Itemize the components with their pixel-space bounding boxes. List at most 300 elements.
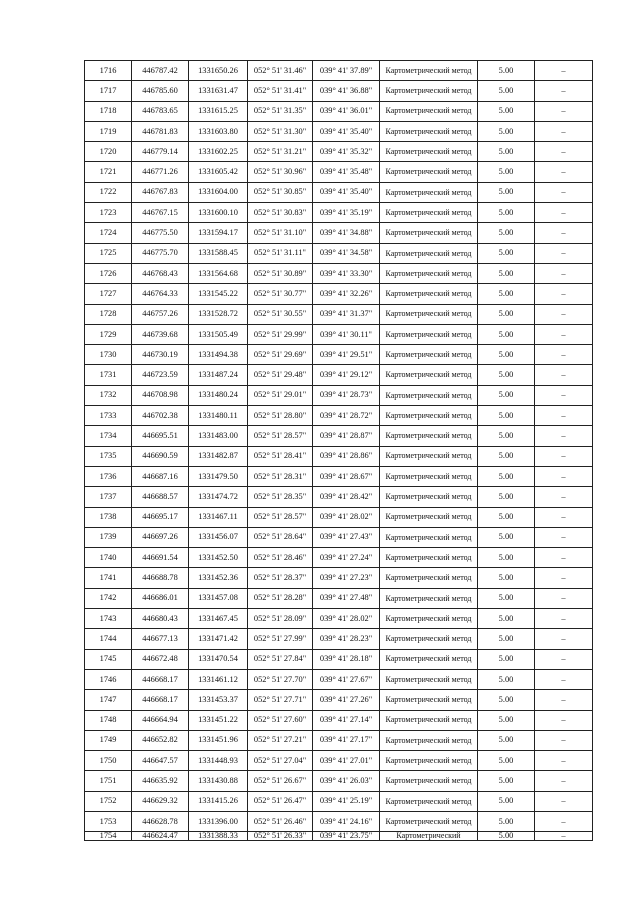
accuracy-cell: 5.00 <box>478 710 535 730</box>
latitude-cell: 052° 51' 26.46" <box>248 811 313 831</box>
table-row <box>85 121 593 141</box>
table-row <box>85 284 593 304</box>
longitude-cell: 039° 41' 26.03" <box>313 771 380 791</box>
point-number-cell: 1725 <box>85 243 132 263</box>
table-row <box>85 345 593 365</box>
latitude-cell: 052° 51' 27.84" <box>248 649 313 669</box>
coord-y-cell: 1331615.25 <box>189 101 248 121</box>
accuracy-cell: 5.00 <box>478 507 535 527</box>
accuracy-cell: 5.00 <box>478 182 535 202</box>
coord-y-cell: 1331388.33 <box>189 832 248 841</box>
longitude-cell: 039° 41' 23.75" <box>313 832 380 841</box>
method-cell: Картометрический метод <box>380 385 478 405</box>
coord-x-cell: 446664.94 <box>132 710 189 730</box>
point-number-cell: 1752 <box>85 791 132 811</box>
latitude-cell: 052° 51' 28.64" <box>248 527 313 547</box>
coord-y-cell: 1331461.12 <box>189 669 248 689</box>
accuracy-cell: 5.00 <box>478 61 535 81</box>
point-number-cell: 1727 <box>85 284 132 304</box>
longitude-cell: 039° 41' 33.30" <box>313 263 380 283</box>
coord-y-cell: 1331467.11 <box>189 507 248 527</box>
accuracy-cell: 5.00 <box>478 203 535 223</box>
longitude-cell: 039° 41' 27.14" <box>313 710 380 730</box>
coord-y-cell: 1331604.00 <box>189 182 248 202</box>
coord-y-cell: 1331456.07 <box>189 527 248 547</box>
table-row <box>85 162 593 182</box>
point-number-cell: 1751 <box>85 771 132 791</box>
latitude-cell: 052° 51' 28.28" <box>248 588 313 608</box>
note-cell: – <box>535 466 593 486</box>
coord-y-cell: 1331479.50 <box>189 466 248 486</box>
accuracy-cell: 5.00 <box>478 406 535 426</box>
method-cell: Картометрический <box>380 832 478 841</box>
coord-x-cell: 446771.26 <box>132 162 189 182</box>
latitude-cell: 052° 51' 28.31" <box>248 466 313 486</box>
longitude-cell: 039° 41' 27.01" <box>313 751 380 771</box>
method-cell: Картометрический метод <box>380 609 478 629</box>
longitude-cell: 039° 41' 28.87" <box>313 426 380 446</box>
coord-y-cell: 1331453.37 <box>189 690 248 710</box>
coord-x-cell: 446783.65 <box>132 101 189 121</box>
note-cell: – <box>535 284 593 304</box>
table-row <box>85 304 593 324</box>
accuracy-cell: 5.00 <box>478 649 535 669</box>
table-row <box>85 588 593 608</box>
longitude-cell: 039° 41' 24.16" <box>313 811 380 831</box>
table-row <box>85 811 593 831</box>
table-row <box>85 832 593 841</box>
coord-y-cell: 1331451.22 <box>189 710 248 730</box>
note-cell: – <box>535 304 593 324</box>
method-cell: Картометрический метод <box>380 690 478 710</box>
longitude-cell: 039° 41' 35.40" <box>313 182 380 202</box>
coord-x-cell: 446767.83 <box>132 182 189 202</box>
point-number-cell: 1736 <box>85 466 132 486</box>
method-cell: Картометрический метод <box>380 751 478 771</box>
note-cell: – <box>535 791 593 811</box>
method-cell: Картометрический метод <box>380 568 478 588</box>
point-number-cell: 1719 <box>85 121 132 141</box>
method-cell: Картометрический метод <box>380 263 478 283</box>
table-row <box>85 142 593 162</box>
latitude-cell: 052° 51' 31.21" <box>248 142 313 162</box>
note-cell: – <box>535 203 593 223</box>
point-number-cell: 1723 <box>85 203 132 223</box>
method-cell: Картометрический метод <box>380 81 478 101</box>
point-number-cell: 1734 <box>85 426 132 446</box>
accuracy-cell: 5.00 <box>478 223 535 243</box>
method-cell: Картометрический метод <box>380 629 478 649</box>
accuracy-cell: 5.00 <box>478 487 535 507</box>
accuracy-cell: 5.00 <box>478 609 535 629</box>
longitude-cell: 039° 41' 28.42" <box>313 487 380 507</box>
table-row <box>85 365 593 385</box>
longitude-cell: 039° 41' 28.02" <box>313 609 380 629</box>
table-row <box>85 203 593 223</box>
method-cell: Картометрический метод <box>380 121 478 141</box>
latitude-cell: 052° 51' 28.09" <box>248 609 313 629</box>
note-cell: – <box>535 406 593 426</box>
latitude-cell: 052° 51' 27.99" <box>248 629 313 649</box>
method-cell: Картометрический метод <box>380 487 478 507</box>
longitude-cell: 039° 41' 28.18" <box>313 649 380 669</box>
coord-y-cell: 1331487.24 <box>189 365 248 385</box>
coord-x-cell: 446652.82 <box>132 730 189 750</box>
accuracy-cell: 5.00 <box>478 263 535 283</box>
point-number-cell: 1750 <box>85 751 132 771</box>
table-row <box>85 426 593 446</box>
coord-x-cell: 446690.59 <box>132 446 189 466</box>
note-cell: – <box>535 81 593 101</box>
method-cell: Картометрический метод <box>380 243 478 263</box>
coord-y-cell: 1331452.36 <box>189 568 248 588</box>
coord-x-cell: 446768.43 <box>132 263 189 283</box>
coord-x-cell: 446680.43 <box>132 609 189 629</box>
method-cell: Картометрический метод <box>380 345 478 365</box>
latitude-cell: 052° 51' 28.57" <box>248 426 313 446</box>
coord-y-cell: 1331505.49 <box>189 324 248 344</box>
accuracy-cell: 5.00 <box>478 791 535 811</box>
coord-y-cell: 1331588.45 <box>189 243 248 263</box>
latitude-cell: 052° 51' 30.83" <box>248 203 313 223</box>
point-number-cell: 1721 <box>85 162 132 182</box>
table-row <box>85 527 593 547</box>
note-cell: – <box>535 649 593 669</box>
note-cell: – <box>535 121 593 141</box>
note-cell: – <box>535 487 593 507</box>
coord-x-cell: 446739.68 <box>132 324 189 344</box>
note-cell: – <box>535 243 593 263</box>
accuracy-cell: 5.00 <box>478 669 535 689</box>
coord-y-cell: 1331482.87 <box>189 446 248 466</box>
point-number-cell: 1729 <box>85 324 132 344</box>
note-cell: – <box>535 162 593 182</box>
point-number-cell: 1735 <box>85 446 132 466</box>
note-cell: – <box>535 832 593 841</box>
table-row <box>85 751 593 771</box>
latitude-cell: 052° 51' 28.57" <box>248 507 313 527</box>
coord-y-cell: 1331430.88 <box>189 771 248 791</box>
latitude-cell: 052° 51' 29.01" <box>248 385 313 405</box>
latitude-cell: 052° 51' 28.35" <box>248 487 313 507</box>
longitude-cell: 039° 41' 35.48" <box>313 162 380 182</box>
accuracy-cell: 5.00 <box>478 832 535 841</box>
longitude-cell: 039° 41' 34.58" <box>313 243 380 263</box>
point-number-cell: 1745 <box>85 649 132 669</box>
coordinates-table <box>84 60 593 841</box>
latitude-cell: 052° 51' 30.89" <box>248 263 313 283</box>
coord-y-cell: 1331650.26 <box>189 61 248 81</box>
table-row <box>85 223 593 243</box>
method-cell: Картометрический метод <box>380 527 478 547</box>
coord-y-cell: 1331480.24 <box>189 385 248 405</box>
accuracy-cell: 5.00 <box>478 345 535 365</box>
table-row <box>85 101 593 121</box>
note-cell: – <box>535 426 593 446</box>
latitude-cell: 052° 51' 27.60" <box>248 710 313 730</box>
latitude-cell: 052° 51' 30.85" <box>248 182 313 202</box>
coord-y-cell: 1331451.96 <box>189 730 248 750</box>
note-cell: – <box>535 101 593 121</box>
table-row <box>85 81 593 101</box>
latitude-cell: 052° 51' 28.41" <box>248 446 313 466</box>
latitude-cell: 052° 51' 31.46" <box>248 61 313 81</box>
coord-x-cell: 446686.01 <box>132 588 189 608</box>
accuracy-cell: 5.00 <box>478 446 535 466</box>
accuracy-cell: 5.00 <box>478 142 535 162</box>
note-cell: – <box>535 771 593 791</box>
coord-x-cell: 446672.48 <box>132 649 189 669</box>
latitude-cell: 052° 51' 28.46" <box>248 548 313 568</box>
coord-x-cell: 446695.51 <box>132 426 189 446</box>
table-row <box>85 609 593 629</box>
table-row <box>85 324 593 344</box>
longitude-cell: 039° 41' 34.88" <box>313 223 380 243</box>
longitude-cell: 039° 41' 32.26" <box>313 284 380 304</box>
longitude-cell: 039° 41' 28.72" <box>313 406 380 426</box>
coord-x-cell: 446708.98 <box>132 385 189 405</box>
method-cell: Картометрический метод <box>380 507 478 527</box>
accuracy-cell: 5.00 <box>478 568 535 588</box>
table-row <box>85 487 593 507</box>
coord-y-cell: 1331545.22 <box>189 284 248 304</box>
longitude-cell: 039° 41' 27.67" <box>313 669 380 689</box>
note-cell: – <box>535 182 593 202</box>
latitude-cell: 052° 51' 26.33" <box>248 832 313 841</box>
table-row <box>85 730 593 750</box>
coord-x-cell: 446775.70 <box>132 243 189 263</box>
coord-x-cell: 446767.15 <box>132 203 189 223</box>
latitude-cell: 052° 51' 31.10" <box>248 223 313 243</box>
method-cell: Картометрический метод <box>380 162 478 182</box>
coord-x-cell: 446781.83 <box>132 121 189 141</box>
coord-x-cell: 446695.17 <box>132 507 189 527</box>
method-cell: Картометрический метод <box>380 182 478 202</box>
point-number-cell: 1730 <box>85 345 132 365</box>
coord-y-cell: 1331448.93 <box>189 751 248 771</box>
coord-y-cell: 1331600.10 <box>189 203 248 223</box>
method-cell: Картометрический метод <box>380 203 478 223</box>
coordinates-table-body <box>85 61 593 841</box>
longitude-cell: 039° 41' 28.86" <box>313 446 380 466</box>
note-cell: – <box>535 730 593 750</box>
longitude-cell: 039° 41' 35.32" <box>313 142 380 162</box>
note-cell: – <box>535 690 593 710</box>
note-cell: – <box>535 142 593 162</box>
point-number-cell: 1748 <box>85 710 132 730</box>
point-number-cell: 1754 <box>85 832 132 841</box>
point-number-cell: 1747 <box>85 690 132 710</box>
coord-x-cell: 446702.38 <box>132 406 189 426</box>
longitude-cell: 039° 41' 27.43" <box>313 527 380 547</box>
point-number-cell: 1726 <box>85 263 132 283</box>
accuracy-cell: 5.00 <box>478 121 535 141</box>
coord-y-cell: 1331564.68 <box>189 263 248 283</box>
coord-x-cell: 446628.78 <box>132 811 189 831</box>
latitude-cell: 052° 51' 31.11" <box>248 243 313 263</box>
note-cell: – <box>535 588 593 608</box>
point-number-cell: 1731 <box>85 365 132 385</box>
accuracy-cell: 5.00 <box>478 243 535 263</box>
latitude-cell: 052° 51' 30.55" <box>248 304 313 324</box>
longitude-cell: 039° 41' 27.48" <box>313 588 380 608</box>
coord-y-cell: 1331470.54 <box>189 649 248 669</box>
note-cell: – <box>535 669 593 689</box>
method-cell: Картометрический метод <box>380 304 478 324</box>
method-cell: Картометрический метод <box>380 811 478 831</box>
note-cell: – <box>535 61 593 81</box>
note-cell: – <box>535 263 593 283</box>
coord-x-cell: 446723.59 <box>132 365 189 385</box>
coord-x-cell: 446764.33 <box>132 284 189 304</box>
latitude-cell: 052° 51' 28.80" <box>248 406 313 426</box>
accuracy-cell: 5.00 <box>478 324 535 344</box>
longitude-cell: 039° 41' 27.26" <box>313 690 380 710</box>
note-cell: – <box>535 223 593 243</box>
note-cell: – <box>535 345 593 365</box>
table-row <box>85 61 593 81</box>
note-cell: – <box>535 446 593 466</box>
coord-y-cell: 1331415.26 <box>189 791 248 811</box>
coord-y-cell: 1331474.72 <box>189 487 248 507</box>
latitude-cell: 052° 51' 29.48" <box>248 365 313 385</box>
longitude-cell: 039° 41' 37.89" <box>313 61 380 81</box>
longitude-cell: 039° 41' 31.37" <box>313 304 380 324</box>
point-number-cell: 1732 <box>85 385 132 405</box>
point-number-cell: 1733 <box>85 406 132 426</box>
method-cell: Картометрический метод <box>380 548 478 568</box>
note-cell: – <box>535 324 593 344</box>
point-number-cell: 1746 <box>85 669 132 689</box>
note-cell: – <box>535 609 593 629</box>
coord-x-cell: 446629.32 <box>132 791 189 811</box>
accuracy-cell: 5.00 <box>478 162 535 182</box>
longitude-cell: 039° 41' 35.40" <box>313 121 380 141</box>
table-row <box>85 446 593 466</box>
longitude-cell: 039° 41' 27.23" <box>313 568 380 588</box>
method-cell: Картометрический метод <box>380 61 478 81</box>
method-cell: Картометрический метод <box>380 669 478 689</box>
table-row <box>85 771 593 791</box>
table-row <box>85 385 593 405</box>
longitude-cell: 039° 41' 28.73" <box>313 385 380 405</box>
point-number-cell: 1738 <box>85 507 132 527</box>
accuracy-cell: 5.00 <box>478 365 535 385</box>
coord-x-cell: 446697.26 <box>132 527 189 547</box>
table-row <box>85 263 593 283</box>
method-cell: Картометрический метод <box>380 730 478 750</box>
accuracy-cell: 5.00 <box>478 730 535 750</box>
point-number-cell: 1749 <box>85 730 132 750</box>
latitude-cell: 052° 51' 27.04" <box>248 751 313 771</box>
point-number-cell: 1720 <box>85 142 132 162</box>
table-row <box>85 406 593 426</box>
coord-x-cell: 446677.13 <box>132 629 189 649</box>
note-cell: – <box>535 751 593 771</box>
accuracy-cell: 5.00 <box>478 101 535 121</box>
coord-y-cell: 1331483.00 <box>189 426 248 446</box>
latitude-cell: 052° 51' 26.47" <box>248 791 313 811</box>
latitude-cell: 052° 51' 27.21" <box>248 730 313 750</box>
coord-y-cell: 1331452.50 <box>189 548 248 568</box>
longitude-cell: 039° 41' 28.23" <box>313 629 380 649</box>
note-cell: – <box>535 629 593 649</box>
coord-y-cell: 1331471.42 <box>189 629 248 649</box>
point-number-cell: 1724 <box>85 223 132 243</box>
note-cell: – <box>535 507 593 527</box>
coord-x-cell: 446688.57 <box>132 487 189 507</box>
method-cell: Картометрический метод <box>380 284 478 304</box>
coord-x-cell: 446624.47 <box>132 832 189 841</box>
method-cell: Картометрический метод <box>380 142 478 162</box>
method-cell: Картометрический метод <box>380 771 478 791</box>
table-row <box>85 649 593 669</box>
coord-y-cell: 1331528.72 <box>189 304 248 324</box>
accuracy-cell: 5.00 <box>478 466 535 486</box>
coord-x-cell: 446787.42 <box>132 61 189 81</box>
note-cell: – <box>535 710 593 730</box>
coord-y-cell: 1331494.38 <box>189 345 248 365</box>
accuracy-cell: 5.00 <box>478 385 535 405</box>
longitude-cell: 039° 41' 25.19" <box>313 791 380 811</box>
coord-y-cell: 1331602.25 <box>189 142 248 162</box>
note-cell: – <box>535 568 593 588</box>
coord-x-cell: 446757.26 <box>132 304 189 324</box>
accuracy-cell: 5.00 <box>478 751 535 771</box>
accuracy-cell: 5.00 <box>478 304 535 324</box>
accuracy-cell: 5.00 <box>478 771 535 791</box>
coord-x-cell: 446775.50 <box>132 223 189 243</box>
point-number-cell: 1728 <box>85 304 132 324</box>
method-cell: Картометрический метод <box>380 223 478 243</box>
accuracy-cell: 5.00 <box>478 426 535 446</box>
method-cell: Картометрический метод <box>380 426 478 446</box>
longitude-cell: 039° 41' 28.02" <box>313 507 380 527</box>
coord-x-cell: 446668.17 <box>132 669 189 689</box>
longitude-cell: 039° 41' 29.12" <box>313 365 380 385</box>
latitude-cell: 052° 51' 29.99" <box>248 324 313 344</box>
latitude-cell: 052° 51' 31.30" <box>248 121 313 141</box>
accuracy-cell: 5.00 <box>478 690 535 710</box>
accuracy-cell: 5.00 <box>478 527 535 547</box>
coord-y-cell: 1331605.42 <box>189 162 248 182</box>
point-number-cell: 1742 <box>85 588 132 608</box>
latitude-cell: 052° 51' 30.96" <box>248 162 313 182</box>
point-number-cell: 1743 <box>85 609 132 629</box>
accuracy-cell: 5.00 <box>478 629 535 649</box>
point-number-cell: 1741 <box>85 568 132 588</box>
coord-y-cell: 1331603.80 <box>189 121 248 141</box>
coord-y-cell: 1331457.08 <box>189 588 248 608</box>
latitude-cell: 052° 51' 26.67" <box>248 771 313 791</box>
longitude-cell: 039° 41' 35.19" <box>313 203 380 223</box>
table-row <box>85 791 593 811</box>
method-cell: Картометрический метод <box>380 710 478 730</box>
coord-y-cell: 1331631.47 <box>189 81 248 101</box>
accuracy-cell: 5.00 <box>478 588 535 608</box>
latitude-cell: 052° 51' 27.71" <box>248 690 313 710</box>
note-cell: – <box>535 548 593 568</box>
table-row <box>85 568 593 588</box>
table-row <box>85 629 593 649</box>
table-row <box>85 548 593 568</box>
table-row <box>85 669 593 689</box>
coord-y-cell: 1331480.11 <box>189 406 248 426</box>
longitude-cell: 039° 41' 28.67" <box>313 466 380 486</box>
latitude-cell: 052° 51' 30.77" <box>248 284 313 304</box>
latitude-cell: 052° 51' 29.69" <box>248 345 313 365</box>
latitude-cell: 052° 51' 31.35" <box>248 101 313 121</box>
